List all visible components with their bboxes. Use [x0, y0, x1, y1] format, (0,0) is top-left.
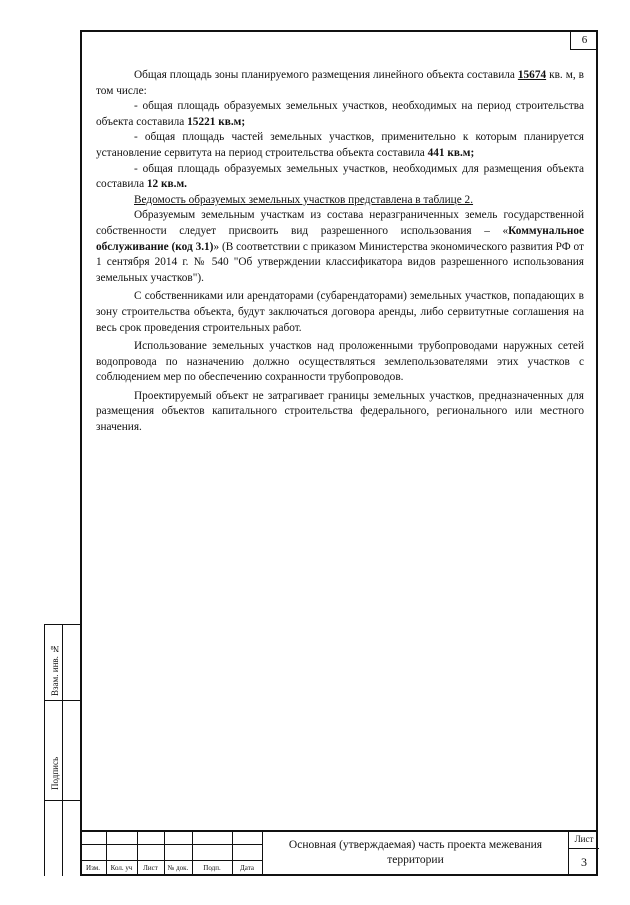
header-kol-uch: Кол. уч: [110, 864, 133, 872]
header-nom-dok: № док.: [167, 864, 189, 872]
paragraph-temp-plots-area: - общая площадь образуемых земельных участков, необходимых на период строительства объекта составила 15221 кв.м;: [96, 100, 584, 128]
sheet-number: 3: [581, 855, 587, 869]
paragraph-permitted-use: Образуемым земельным участкам из состава неразграниченных земель государственной собственности следует присвоить вид разрешенного использования – «Коммунальное обслуживание (код 3.1)» (В соответствии с приказом Министерства экономического развития РФ от 1 сентября 2014 г. № 540 "Об утверждении классификатора видов разрешенного использования земельных участков").: [96, 209, 584, 284]
margin-line: [44, 800, 80, 801]
paragraph-lease-agreements: С собственниками или арендаторами (субарендаторами) земельных участков, попадающих в зону строительства объекта, будут заключаться договора аренды, либо сервитутные соглашения на весь срок проведения строительных работ.: [96, 290, 584, 334]
header-data: Дата: [240, 864, 254, 872]
margin-line: [44, 624, 45, 876]
page-number: 6: [570, 30, 598, 50]
header-list: Лист: [143, 864, 158, 872]
title-block: [80, 830, 598, 876]
sheet-label: Лист: [569, 830, 599, 849]
sheet-cell: [568, 830, 598, 876]
header-izm: Изм.: [86, 864, 100, 872]
paragraph-capital-objects: Проектируемый объект не затрагивает границы земельных участков, предназначенных для размещения объектов капитального строительства федерального, регионального или местного значения.: [96, 389, 584, 434]
margin-line: [44, 624, 80, 625]
podpis-label: Подпись: [50, 756, 60, 790]
document-body: [96, 68, 584, 436]
margin-stamp: [44, 624, 80, 876]
paragraph-pipeline-usage: Использование земельных участков над проложенными трубопроводами наружных сетей водопровода по назначению должно осуществляться землепользователями этих участков с соблюдением мер по обеспечению сохранности трубопроводов.: [96, 340, 584, 384]
header-podp: Подп.: [203, 864, 221, 872]
document-title: Основная (утверждаемая) часть проекта межевания территории: [262, 830, 568, 876]
paragraph-permanent-plots-area: - общая площадь образуемых земельных участков, необходимых для размещения объекта составила 12 кв.м.: [96, 162, 584, 191]
grid-line: [80, 860, 262, 861]
margin-line: [44, 700, 80, 701]
paragraph-table-reference: Ведомость образуемых земельных участков представлена в таблице 2.: [134, 193, 474, 206]
vzam-inv-label: Взам. инв. №: [50, 643, 60, 696]
paragraph-servitude-area: - общая площадь частей земельных участков, применительно к которым планируется установление сервитута на период строительства объекта составила 441 кв.м;: [96, 131, 584, 159]
grid-line: [80, 844, 262, 845]
revision-grid: [80, 830, 262, 876]
paragraph-total-area: Общая площадь зоны планируемого размещения линейного объекта составила 15674 кв. м, в том числе:: [96, 69, 584, 97]
